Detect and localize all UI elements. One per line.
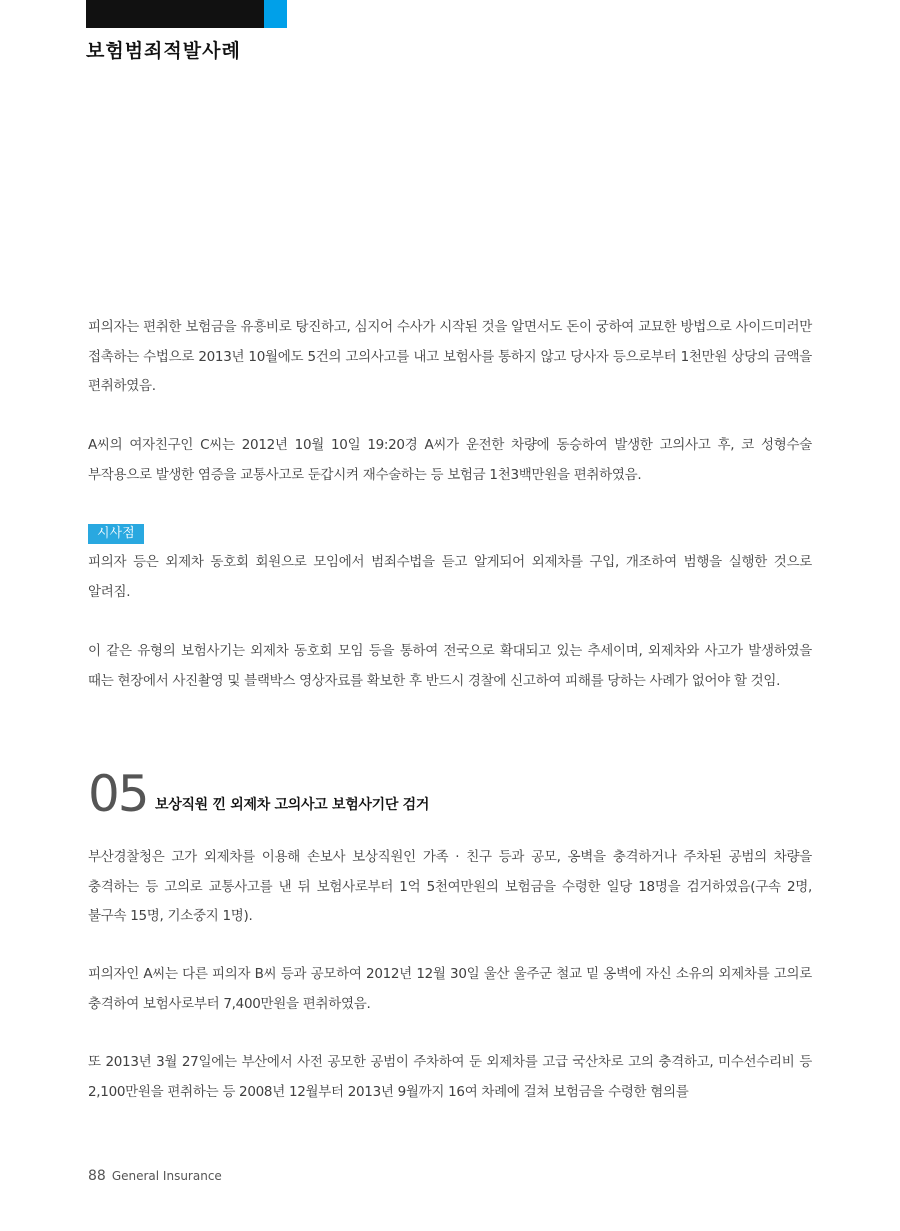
header-bar-accent	[264, 0, 287, 28]
section-title: 보험범죄적발사례	[86, 40, 241, 62]
page-number: 88	[88, 1168, 106, 1184]
paragraph: 피의자인 A씨는 다른 피의자 B씨 등과 공모하여 2012년 12월 30일 울산 울주군 철교 밑 옹벽에 자신 소유의 외제차를 고의로 충격하여 보험사로부터 7,400만원을 편취하였음.	[88, 966, 812, 1012]
publication-name: General Insurance	[111, 1169, 222, 1183]
implication-paragraph: 피의자 등은 외제차 동호회 회원으로 모임에서 범죄수법을 듣고 알게되어 외제차를 구입, 개조하여 범행을 실행한 것으로 알려짐.	[88, 554, 812, 600]
paragraph: A씨의 여자친구인 C씨는 2012년 10월 10일 19:20경 A씨가 운전한 차량에 동승하여 발생한 고의사고 후, 코 성형수술 부작용으로 발생한 염증을 교통사고로 둔갑시켜 재수술하는 등 보험금 1천3백만원을 편취하였음.	[88, 437, 812, 483]
implication-badge: 시사점	[88, 524, 144, 544]
page-footer	[88, 1168, 222, 1184]
header-bar-black	[86, 0, 264, 28]
paragraph: 부산경찰청은 고가 외제차를 이용해 손보사 보상직원인 가족 · 친구 등과 공모, 옹벽을 충격하거나 주차된 공범의 차량을 충격하는 등 고의로 교통사고를 낸 뒤 보험사로부터 1억 5천여만원의 보험금을 수령한 일당 18명을 검거하였음(구속 2명, 불구속 15명, 기소중지 1명).	[88, 849, 812, 924]
paragraph: 또 2013년 3월 27일에는 부산에서 사전 공모한 공범이 주차하여 둔 외제차를 고급 국산차로 고의 충격하고, 미수선수리비 등 2,100만원을 편취하는 등 2008년 12월부터 2013년 9월까지 16여 차례에 걸쳐 보험금을 수령한 혐의를	[88, 1054, 812, 1100]
paragraph: 피의자는 편취한 보험금을 유흥비로 탕진하고, 심지어 수사가 시작된 것을 알면서도 돈이 궁하여 교묘한 방법으로 사이드미러만 접촉하는 수법으로 2013년 10월에도 5건의 고의사고를 내고 보험사를 통하지 않고 당사자 등으로부터 1천만원 상당의 금액을 편취하였음.	[88, 319, 812, 394]
implication-paragraph: 이 같은 유형의 보험사기는 외제차 동호회 모임 등을 통하여 전국으로 확대되고 있는 추세이며, 외제차와 사고가 발생하였을 때는 현장에서 사진촬영 및 블랙박스 영상자료를 확보한 후 반드시 경찰에 신고하여 피해를 당하는 사례가 없어야 할 것임.	[88, 643, 812, 689]
case-number: 05	[88, 765, 148, 823]
case-title: 보상직원 낀 외제차 고의사고 보험사기단 검거	[155, 797, 430, 813]
